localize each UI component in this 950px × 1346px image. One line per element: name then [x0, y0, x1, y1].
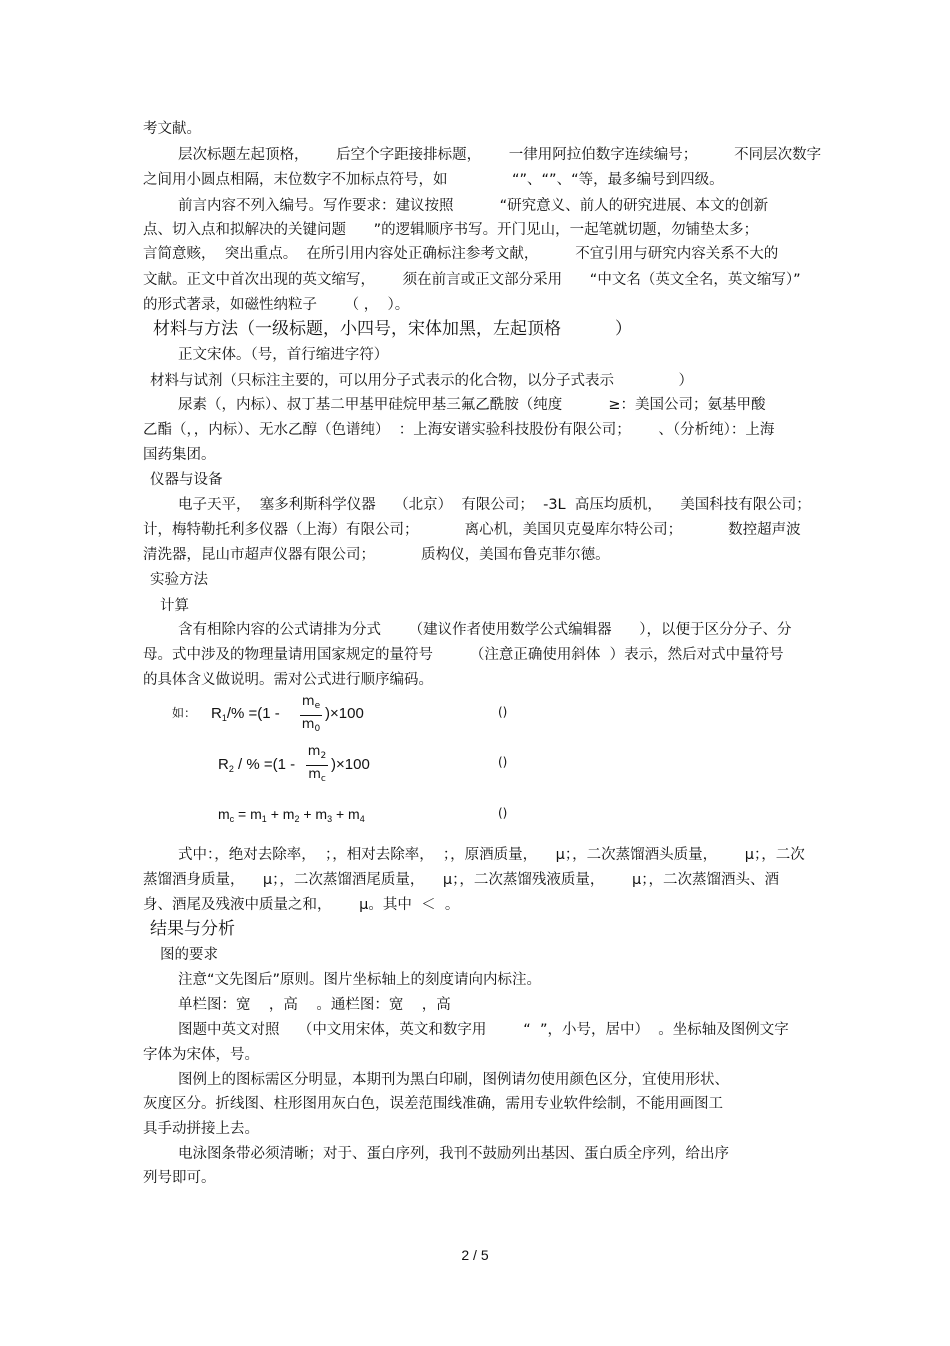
- equation-number: (): [498, 806, 508, 820]
- subsubsection-heading: 计算: [160, 598, 189, 614]
- text-line: 层次标题左起顶格， 后空个字距接排标题， 一律用阿拉伯数字连续编号； 不同层次数字: [178, 147, 822, 163]
- text-line: 国药集团。: [143, 447, 216, 463]
- text-line: 考文献。: [143, 121, 201, 137]
- text-line: 正文宋体。（号，首行缩进字符）: [178, 347, 389, 363]
- text-line: 蒸馏酒身质量， μ；，二次蒸馏酒尾质量， μ；，二次蒸馏残液质量， μ；，二次蒸馏酒头、酒: [143, 872, 779, 888]
- text-line: 电子天平， 塞多利斯科学仪器 （北京） 有限公司； -3L 高压均质机， 美国科技有限公司；: [178, 497, 811, 513]
- text-line: 列号即可。: [143, 1170, 216, 1186]
- text-line: 注意“文先图后”原则。图片坐标轴上的刻度请向内标注。: [178, 972, 542, 988]
- text-line: 具手动拼接上去。: [143, 1121, 259, 1137]
- text-line: 字体为宋体，号。: [143, 1047, 259, 1063]
- equation-1-fraction: $m_e$ $m_0$: [301, 694, 321, 734]
- text-line: 图例上的图标需区分明显，本期刊为黑白印刷，图例请勿使用颜色区分，宜使用形状、: [178, 1072, 729, 1088]
- equation-3: $m_c = m_1 + m_2 + m_3 + m_4$: [218, 806, 365, 824]
- example-label: 如：: [172, 706, 197, 720]
- text-line: 单栏图：宽 ，高 。通栏图：宽 ，高: [178, 997, 451, 1013]
- page-number: 2 / 5: [461, 1247, 489, 1263]
- text-line: 乙酯（，，内标）、无水乙醇（色谱纯） ：上海安谱实验科技股份有限公司； 、（分析纯）：上海: [143, 422, 775, 438]
- equation-2-tail: )×100: [331, 756, 370, 773]
- text-line: 之间用小圆点相隔，末位数字不加标点符号，如 “”、“”、“等，最多编号到四级。: [143, 172, 724, 188]
- subsection-heading: 实验方法: [150, 572, 208, 588]
- text-line: 含有相除内容的公式请排为分式 （建议作者使用数学公式编辑器 ），以便于区分分子、分: [178, 622, 792, 638]
- equation-number: (): [498, 705, 508, 719]
- subsection-heading: 图的要求: [160, 947, 218, 963]
- equation-2-fraction: $m_2$ $m_c$: [307, 744, 327, 784]
- equation-number: (): [498, 755, 508, 769]
- text-line: 的具体含义做说明。需对公式进行顺序编码。: [143, 672, 433, 688]
- subsection-heading: 材料与试剂（只标注主要的，可以用分子式表示的化合物，以分子式表示 ）: [150, 373, 694, 389]
- text-line: 计，梅特勒托利多仪器（上海）有限公司； 离心机，美国贝克曼库尔特公司； 数控超声波: [143, 522, 801, 538]
- text-line: 文献。正文中首次出现的英文缩写， 须在前言或正文部分采用 “中文名（英文全名，英文缩写）”: [143, 272, 801, 288]
- text-line: 前言内容不列入编号。写作要求：建议按照 “研究意义、前人的研究进展、本文的创新: [178, 198, 769, 214]
- subsection-heading: 仪器与设备: [150, 472, 223, 488]
- equation-1-lhs: $R_1/\% =(1$ -: [211, 705, 280, 723]
- text-line: 灰度区分。折线图、柱形图用灰白色，误差范围线准确，需用专业软件绘制，不能用画图工: [143, 1096, 723, 1112]
- text-line: 身、酒尾及残液中质量之和， μ。其中 ＜ 。: [143, 897, 460, 913]
- equation-1-tail: )×100: [325, 705, 364, 722]
- text-line: 言简意赅， 突出重点。 在所引用内容处正确标注参考文献， 不宜引用与研究内容关系不大的: [143, 246, 779, 262]
- text-line: 母。式中涉及的物理量请用国家规定的量符号 （注意正确使用斜体 ）表示，然后对式中量符号: [143, 647, 784, 663]
- text-line: 的形式著录，如磁性纳粒子 （ ， ）。: [143, 297, 410, 313]
- text-line: 点、切入点和拟解决的关键问题 ”的逻辑顺序书写。开门见山，一起笔就切题，勿铺垫太多；: [143, 222, 759, 238]
- section-heading: 材料与方法（一级标题，小四号，宋体加黑，左起顶格 ）: [153, 319, 633, 339]
- text-line: 式中：，绝对去除率， ；，相对去除率， ；，原酒质量， μ；，二次蒸馏酒头质量， μ；，二次: [178, 847, 805, 863]
- text-line: 尿素（，内标）、叔丁基二甲基甲硅烷甲基三氟乙酰胺（纯度 ≥：美国公司；氨基甲酸: [178, 397, 766, 413]
- section-heading: 结果与分析: [150, 919, 235, 939]
- text-line: 清洗器，昆山市超声仪器有限公司； 质构仪，美国布鲁克菲尔德。: [143, 547, 610, 563]
- text-line: 图题中英文对照 （中文用宋体，英文和数字用 “ ”，小号，居中） 。坐标轴及图例文字: [178, 1022, 789, 1038]
- equation-2-lhs: $R_2$ / % =(1 -: [218, 756, 296, 774]
- text-line: 电泳图条带必须清晰；对于、蛋白序列，我刊不鼓励列出基因、蛋白质全序列，给出序: [178, 1146, 729, 1162]
